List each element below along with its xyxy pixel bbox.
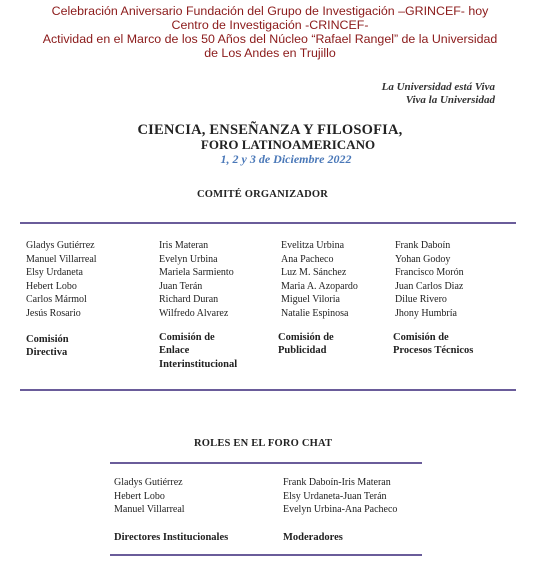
member-name: Hebert Lobo (26, 280, 77, 292)
header-line-2: Centro de Investigación -CRINCEF- (171, 18, 369, 32)
member-name: Elsy Urdaneta (26, 267, 83, 279)
member-name: Mariela Sarmiento (159, 267, 234, 279)
committee-top-rule (20, 222, 516, 224)
event-date: 1, 2 y 3 de Diciembre 2022 (220, 152, 352, 166)
commission-label-line: Comisión de (159, 331, 215, 343)
roles-moderators (283, 476, 397, 544)
member-name: Maria A. Azopardo (281, 280, 358, 292)
director-name: Gladys Gutiérrez (114, 477, 183, 488)
directors-label: Directores Institucionales (114, 531, 229, 543)
title-sub: FORO LATINOAMERICANO (200, 137, 376, 152)
moderator-pair: Frank Daboín-Iris Materan (283, 477, 391, 488)
commission-label (278, 331, 358, 358)
commission-label-line: Comisión de (278, 331, 334, 343)
title-main: CIENCIA, ENSEÑANZA Y FILOSOFIA, (137, 122, 403, 138)
commission-label-line: Publicidad (278, 345, 327, 357)
member-name: Juan Carlos Diaz (395, 280, 464, 292)
member-name: Ana Pacheco (281, 253, 334, 265)
member-name: Natalie Espinosa (281, 307, 349, 319)
roles-bottom-rule (110, 554, 422, 556)
document-header (0, 4, 540, 60)
member-name: Evelitza Urbina (281, 240, 345, 251)
member-name: Yohan Godoy (395, 253, 451, 265)
commission-label-line: Procesos Técnicos (393, 345, 474, 357)
header-line-3: Actividad en el Marco de los 50 Años del Núcleo “Rafael Rangel” de la Universidad (42, 32, 498, 46)
committee-bottom-rule (20, 389, 516, 391)
event-title (0, 122, 540, 167)
member-name: Jesús Rosario (26, 307, 81, 319)
committee-column-3 (278, 239, 358, 358)
member-name: Gladys Gutiérrez (26, 240, 95, 251)
motto-line-2: Viva la Universidad (405, 93, 495, 106)
commission-label (26, 333, 97, 360)
member-name: Dilue Rivero (395, 294, 447, 306)
roles-heading: ROLES EN EL FORO CHAT (194, 438, 333, 449)
member-name: Manuel Villarreal (26, 253, 97, 265)
roles-directors (114, 476, 228, 544)
member-name: Evelyn Urbina (159, 253, 218, 265)
member-name: Jhony Humbría (395, 307, 457, 319)
commission-label-line: Enlace (159, 345, 190, 357)
committee-heading: COMITÉ ORGANIZADOR (197, 189, 329, 200)
director-name: Manuel Villarreal (114, 504, 185, 516)
committee-column-2 (159, 239, 237, 371)
member-name: Frank Daboín (395, 240, 451, 251)
member-name: Luz M. Sánchez (281, 267, 347, 279)
member-name: Francisco Morón (395, 267, 464, 279)
member-name: Wilfredo Alvarez (159, 307, 229, 319)
motto-line-1: La Universidad está Viva (381, 81, 495, 93)
commission-label-line: Interinstitucional (159, 358, 238, 370)
committee-column-1 (26, 239, 97, 360)
commission-label-line: Comisión (26, 333, 69, 345)
member-name: Carlos Mármol (26, 294, 87, 306)
header-line-4: de Los Andes en Trujillo (204, 46, 336, 60)
member-name: Juan Terán (159, 280, 203, 292)
university-motto (382, 81, 495, 106)
commission-label (159, 331, 237, 372)
moderator-pair: Elsy Urdaneta-Juan Terán (283, 490, 387, 502)
header-line-1: Celebración Aniversario Fundación del Grupo de Investigación –GRINCEF- hoy (51, 4, 489, 18)
commission-label (393, 331, 473, 358)
member-name: Richard Duran (159, 294, 219, 306)
moderator-pair: Evelyn Urbina-Ana Pacheco (283, 504, 398, 516)
roles-top-rule (110, 462, 422, 464)
moderators-label: Moderadores (283, 531, 343, 543)
commission-label-line: Comisión de (393, 331, 449, 343)
member-name: Miguel Viloria (281, 294, 340, 306)
member-name: Iris Materan (159, 240, 209, 251)
director-name: Hebert Lobo (114, 490, 165, 502)
committee-column-4 (395, 239, 473, 358)
commission-label-line: Directiva (26, 347, 68, 359)
